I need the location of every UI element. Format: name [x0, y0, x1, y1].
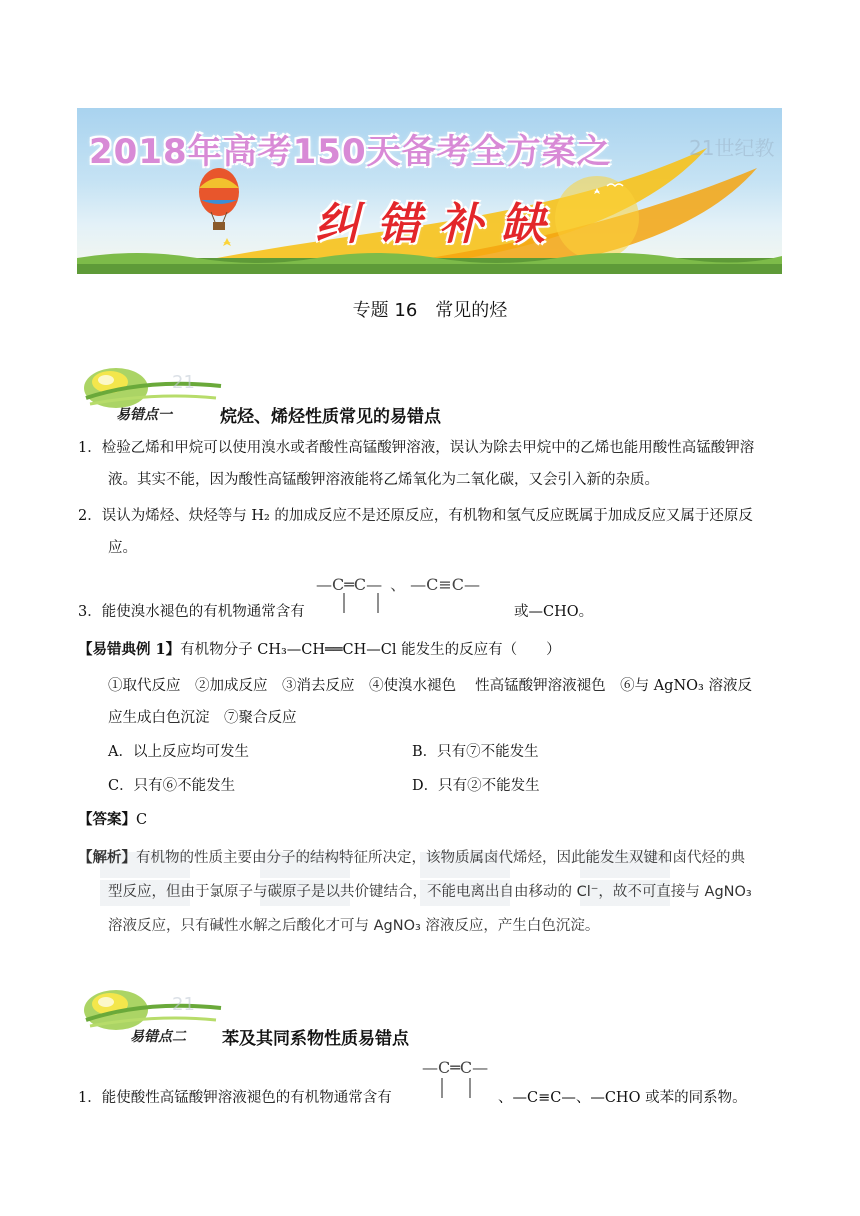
- analysis-text1: 有机物的性质主要由分子的结构特征所决定，该物质属卤代烯烃，因此能发生双键和卤代烃的典: [136, 850, 745, 866]
- formula-cc-triple: —C≡C—: [410, 575, 481, 594]
- choice-a: A．以上反应均可发生: [108, 744, 249, 760]
- formula-separator: 、: [390, 575, 407, 594]
- choice-b: B．只有⑦不能发生: [412, 744, 539, 760]
- section1-item3-prefix: 3．能使溴水褪色的有机物通常含有: [78, 604, 305, 620]
- banner-subtitle: 纠错补缺: [315, 199, 563, 250]
- header-banner: [77, 108, 782, 274]
- answer-label: 【答案】: [78, 811, 136, 828]
- answer-row: [78, 810, 147, 830]
- section2-formula-bond-lines: [436, 1078, 486, 1100]
- section2-item1-prefix: 1．能使酸性高锰酸钾溶液褪色的有机物通常含有: [78, 1090, 392, 1106]
- formula-bond-lines: [336, 593, 396, 615]
- section2-heading: 苯及其同系物性质易错点: [222, 1029, 409, 1049]
- section1-item1-line1: 1．检验乙烯和甲烷可以使用溴水或者酸性高锰酸钾溶液，误认为除去甲烷中的乙烯也能用酸性高锰酸钾溶: [78, 440, 755, 456]
- choice-d: D．只有②不能发生: [412, 778, 540, 794]
- example-options-line1: ①取代反应 ②加成反应 ③消去反应 ④使溴水褪色 性高锰酸钾溶液褪色 ⑥与 AgNO₃ 溶液反: [108, 678, 752, 694]
- example-options-line2: 应生成白色沉淀 ⑦聚合反应: [108, 710, 297, 726]
- banner-title: 2018年高考150天备考全方案之: [89, 132, 612, 172]
- section2-tag: 易错点二: [130, 1029, 186, 1045]
- formula-alkene-alkyne: [316, 572, 480, 595]
- section2-item1-suffix: 、—C≡C—、—CHO 或苯的同系物。: [498, 1090, 747, 1106]
- banner-watermark: 21世纪教: [689, 136, 775, 160]
- section1-item3-suffix: 或—CHO。: [514, 604, 594, 620]
- section1-item1-line2: 液。其实不能，因为酸性高锰酸钾溶液能将乙烯氧化为二氧化碳，又会引入新的杂质。: [108, 472, 659, 488]
- section1-tag: 易错点一: [116, 407, 172, 423]
- analysis-label: 【解析】: [78, 850, 136, 866]
- svg-text:21: 21: [172, 994, 195, 1015]
- hot-air-balloon-icon: [199, 168, 239, 230]
- analysis-line3: 溶液反应，只有碱性水解之后酸化才可与 AgNO₃ 溶液反应，产生白色沉淀。: [108, 918, 600, 934]
- example-label: 【易错典例 1】: [78, 641, 181, 658]
- analysis-line1: [78, 844, 783, 872]
- section1-item2-line1: 2．误认为烯烃、炔烃等与 H₂ 的加成反应不是还原反应，有机物和氢气反应既属于加成反应又属于还原反: [78, 508, 753, 524]
- choice-c: C．只有⑥不能发生: [108, 778, 236, 794]
- section1-heading: 烷烃、烯烃性质常见的易错点: [220, 407, 441, 427]
- example-question-row: [78, 640, 561, 660]
- example-question: 有机物分子 CH₃—CH══CH—Cl 能发生的反应有（ ）: [180, 642, 561, 658]
- answer-value: C: [136, 812, 148, 828]
- formula-cc-double: —C═C—: [316, 575, 383, 594]
- analysis-line2: 型反应，但由于氯原子与碳原子是以共价键结合，不能电离出自由移动的 Cl⁻，故不可直接与 AgNO₃: [108, 884, 752, 900]
- svg-text:21: 21: [172, 372, 195, 393]
- section2-formula: —C═C—: [422, 1058, 489, 1077]
- document-title: 专题 16 常见的烃: [352, 300, 508, 321]
- section1-item2-line2: 应。: [108, 540, 137, 556]
